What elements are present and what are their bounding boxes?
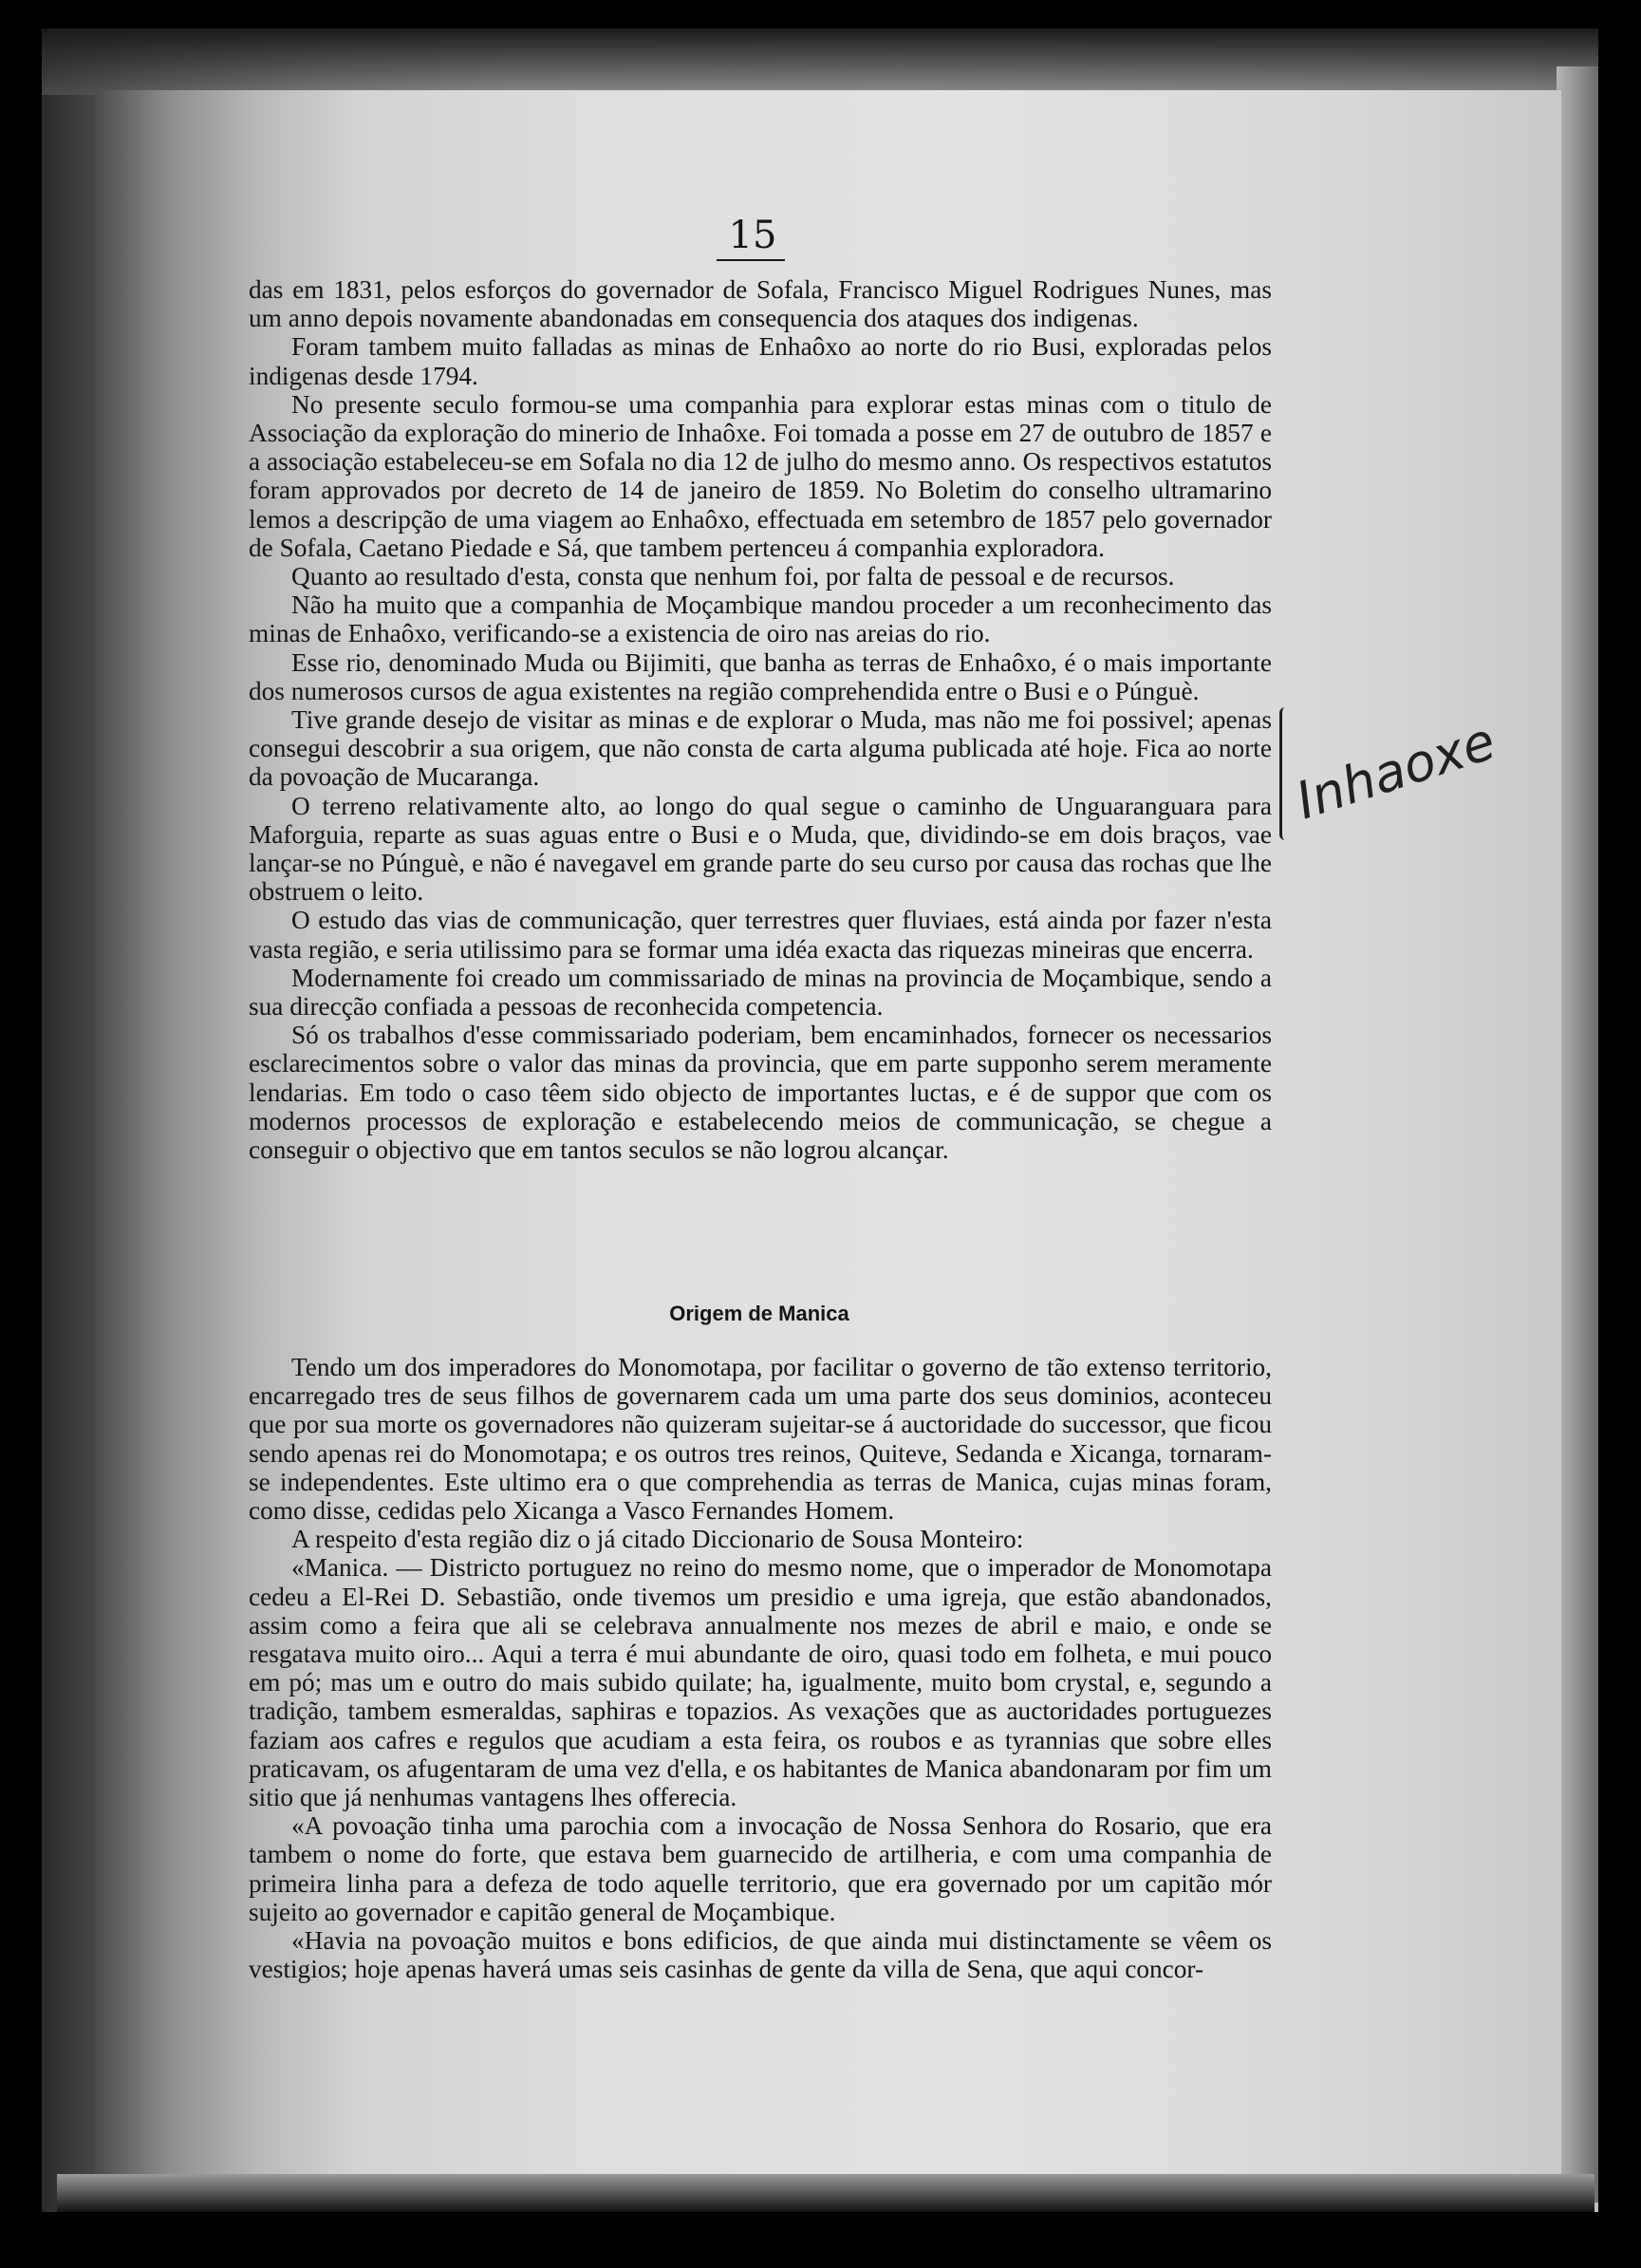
paragraph: das em 1831, pelos esforços do governador de Sofala, Francisco Miguel Rodrigues Nunes, mas um anno depois novamente abandonadas em consequencia dos ataques dos indigenas. <box>249 275 1272 333</box>
body-text <box>249 275 1272 1164</box>
page-edge <box>1557 66 1598 2202</box>
section-text <box>249 1353 1272 1983</box>
paragraph: «Havia na povoação muitos e bons edificios, de que ainda mui distinctamente se vêem os vestigios; hoje apenas haverá umas seis casinhas de gente da villa de Sena, que aqui concor- <box>249 1926 1272 1984</box>
page-number: 15 <box>728 214 777 257</box>
paragraph: «A povoação tinha uma parochia com a invocação de Nossa Senhora do Rosario, que era tambem o nome do forte, que estava bem guarnecido de artilheria, e com uma companhia de primeira linha para a defeza de todo aquelle territorio, que era governado por um capitão mór sujeito ao governador e capitão general de Moçambique. <box>249 1811 1272 1926</box>
page-bottom-shadow <box>57 2174 1594 2212</box>
paragraph: Modernamente foi creado um commissariado de minas na provincia de Moçambique, sendo a sua direcção confiada a pessoas de reconhecida competencia. <box>249 963 1272 1022</box>
paragraph: Esse rio, denominado Muda ou Bijimiti, que banha as terras de Enhaôxo, é o mais importante dos numerosos cursos de agua existentes na região comprehendida entre o Busi e o Púnguè. <box>249 647 1272 705</box>
handwritten-note-text: Inhaoxe <box>1289 710 1502 832</box>
section-heading: Origem de Manica <box>669 1302 849 1325</box>
paragraph: Quanto ao resultado d'esta, consta que nenhum foi, por falta de pessoal e de recursos. <box>291 562 1175 591</box>
handwritten-note <box>1283 698 1511 840</box>
page-number-rule <box>717 259 785 261</box>
paragraph: Só os trabalhos d'esse commissariado poderiam, bem encaminhados, fornecer os necessarios esclarecimentos sobre o valor das minas da provincia, que em parte supponho serem meramente lendarias. Em todo o caso têem sido objecto de importantes luctas, e é de suppor que com os modernos processos de exploração e estabelecendo meios de communicação, se chegue a conseguir o objectivo que em tantos seculos se não logrou alcançar. <box>249 1021 1272 1165</box>
paragraph: O estudo das vias de communicação, quer terrestres quer fluviaes, está ainda por fazer n'esta vasta região, e seria utilissimo para se formar uma idéa exacta das riquezas mineiras que encerra. <box>249 906 1272 964</box>
paragraph: O terreno relativamente alto, ao longo do qual segue o caminho de Unguaranguara para Maforguia, reparte as suas aguas entre o Busi e o Muda, que, dividindo-se em dois braços, vae lançar-se no Púnguè, e não é navegavel em grande parte do seu curso por causa das rochas que lhe obstruem o leito. <box>249 791 1272 907</box>
paragraph: Não ha muito que a companhia de Moçambique mandou proceder a um reconhecimento das minas de Enhaôxo, verificando-se a existencia de oiro nas areias do rio. <box>249 590 1272 648</box>
paragraph: A respeito d'esta região diz o já citado Diccionario de Sousa Monteiro: <box>291 1525 1024 1554</box>
scan-shadow <box>42 28 1598 95</box>
paragraph: «Manica. — Districto portuguez no reino do mesmo nome, que o imperador de Monomotapa cedeu a El-Rei D. Sebastião, onde tivemos um presidio e uma igreja, que estão abandonados, assim como a feira que ali se celebrava annualmente nos mezes de abril e maio, e onde se resgatava muito oiro... Aqui a terra é mui abundante de oiro, quasi todo em folheta, e mui pouco em pó; mas um e outro do mais subido quilate; ha, igualmente, muito bom crystal, e, segundo a tradição, tambem esmeraldas, saphiras e topazios. As vexações que as auctoridades portuguezes faziam aos cafres e regulos que acudiam a esta feira, os roubos e as tyrannias que sobre elles praticavam, os afugentaram de uma vez d'ella, e os habitantes de Manica abandonaram por fim um sitio que já nenhumas vantagens lhes offerecia. <box>249 1553 1272 1812</box>
paragraph: Foram tambem muito falladas as minas de Enhaôxo ao norte do rio Busi, exploradas pelos indigenas desde 1794. <box>249 332 1272 390</box>
paragraph: No presente seculo formou-se uma companhia para explorar estas minas com o titulo de Associação da exploração do minerio de Inhaôxe. Foi tomada a posse em 27 de outubro de 1857 e a associação estabeleceu-se em Sofala no dia 12 de julho do mesmo anno. Os respectivos estatutos foram approvados por decreto de 14 de janeiro de 1859. No Boletim do conselho ultramarino lemos a descripção de uma viagem ao Enhaôxo, effectuada em setembro de 1857 pelo governador de Sofala, Caetano Piedade e Sá, que tambem pertenceu á companhia exploradora. <box>249 389 1272 562</box>
paragraph: Tendo um dos imperadores do Monomotapa, por facilitar o governo de tão extenso territorio, encarregado tres de seus filhos de governarem cada um uma parte dos seus dominios, aconteceu que por sua morte os governadores não quizeram sujeitar-se á auctoridade do successor, que ficou sendo apenas rei do Monomotapa; e os outros tres reinos, Quiteve, Sedanda e Xicanga, tornaram-se independentes. Este ultimo era o que comprehendia as terras de Manica, cujas minas foram, como disse, cedidas pelo Xicanga a Vasco Fernandes Homem. <box>249 1353 1272 1526</box>
paragraph: Tive grande desejo de visitar as minas e de explorar o Muda, mas não me foi possivel; apenas consegui descobrir a sua origem, que não consta de carta alguma publicada até hoje. Fica ao norte da povoação de Mucaranga. <box>249 705 1272 792</box>
